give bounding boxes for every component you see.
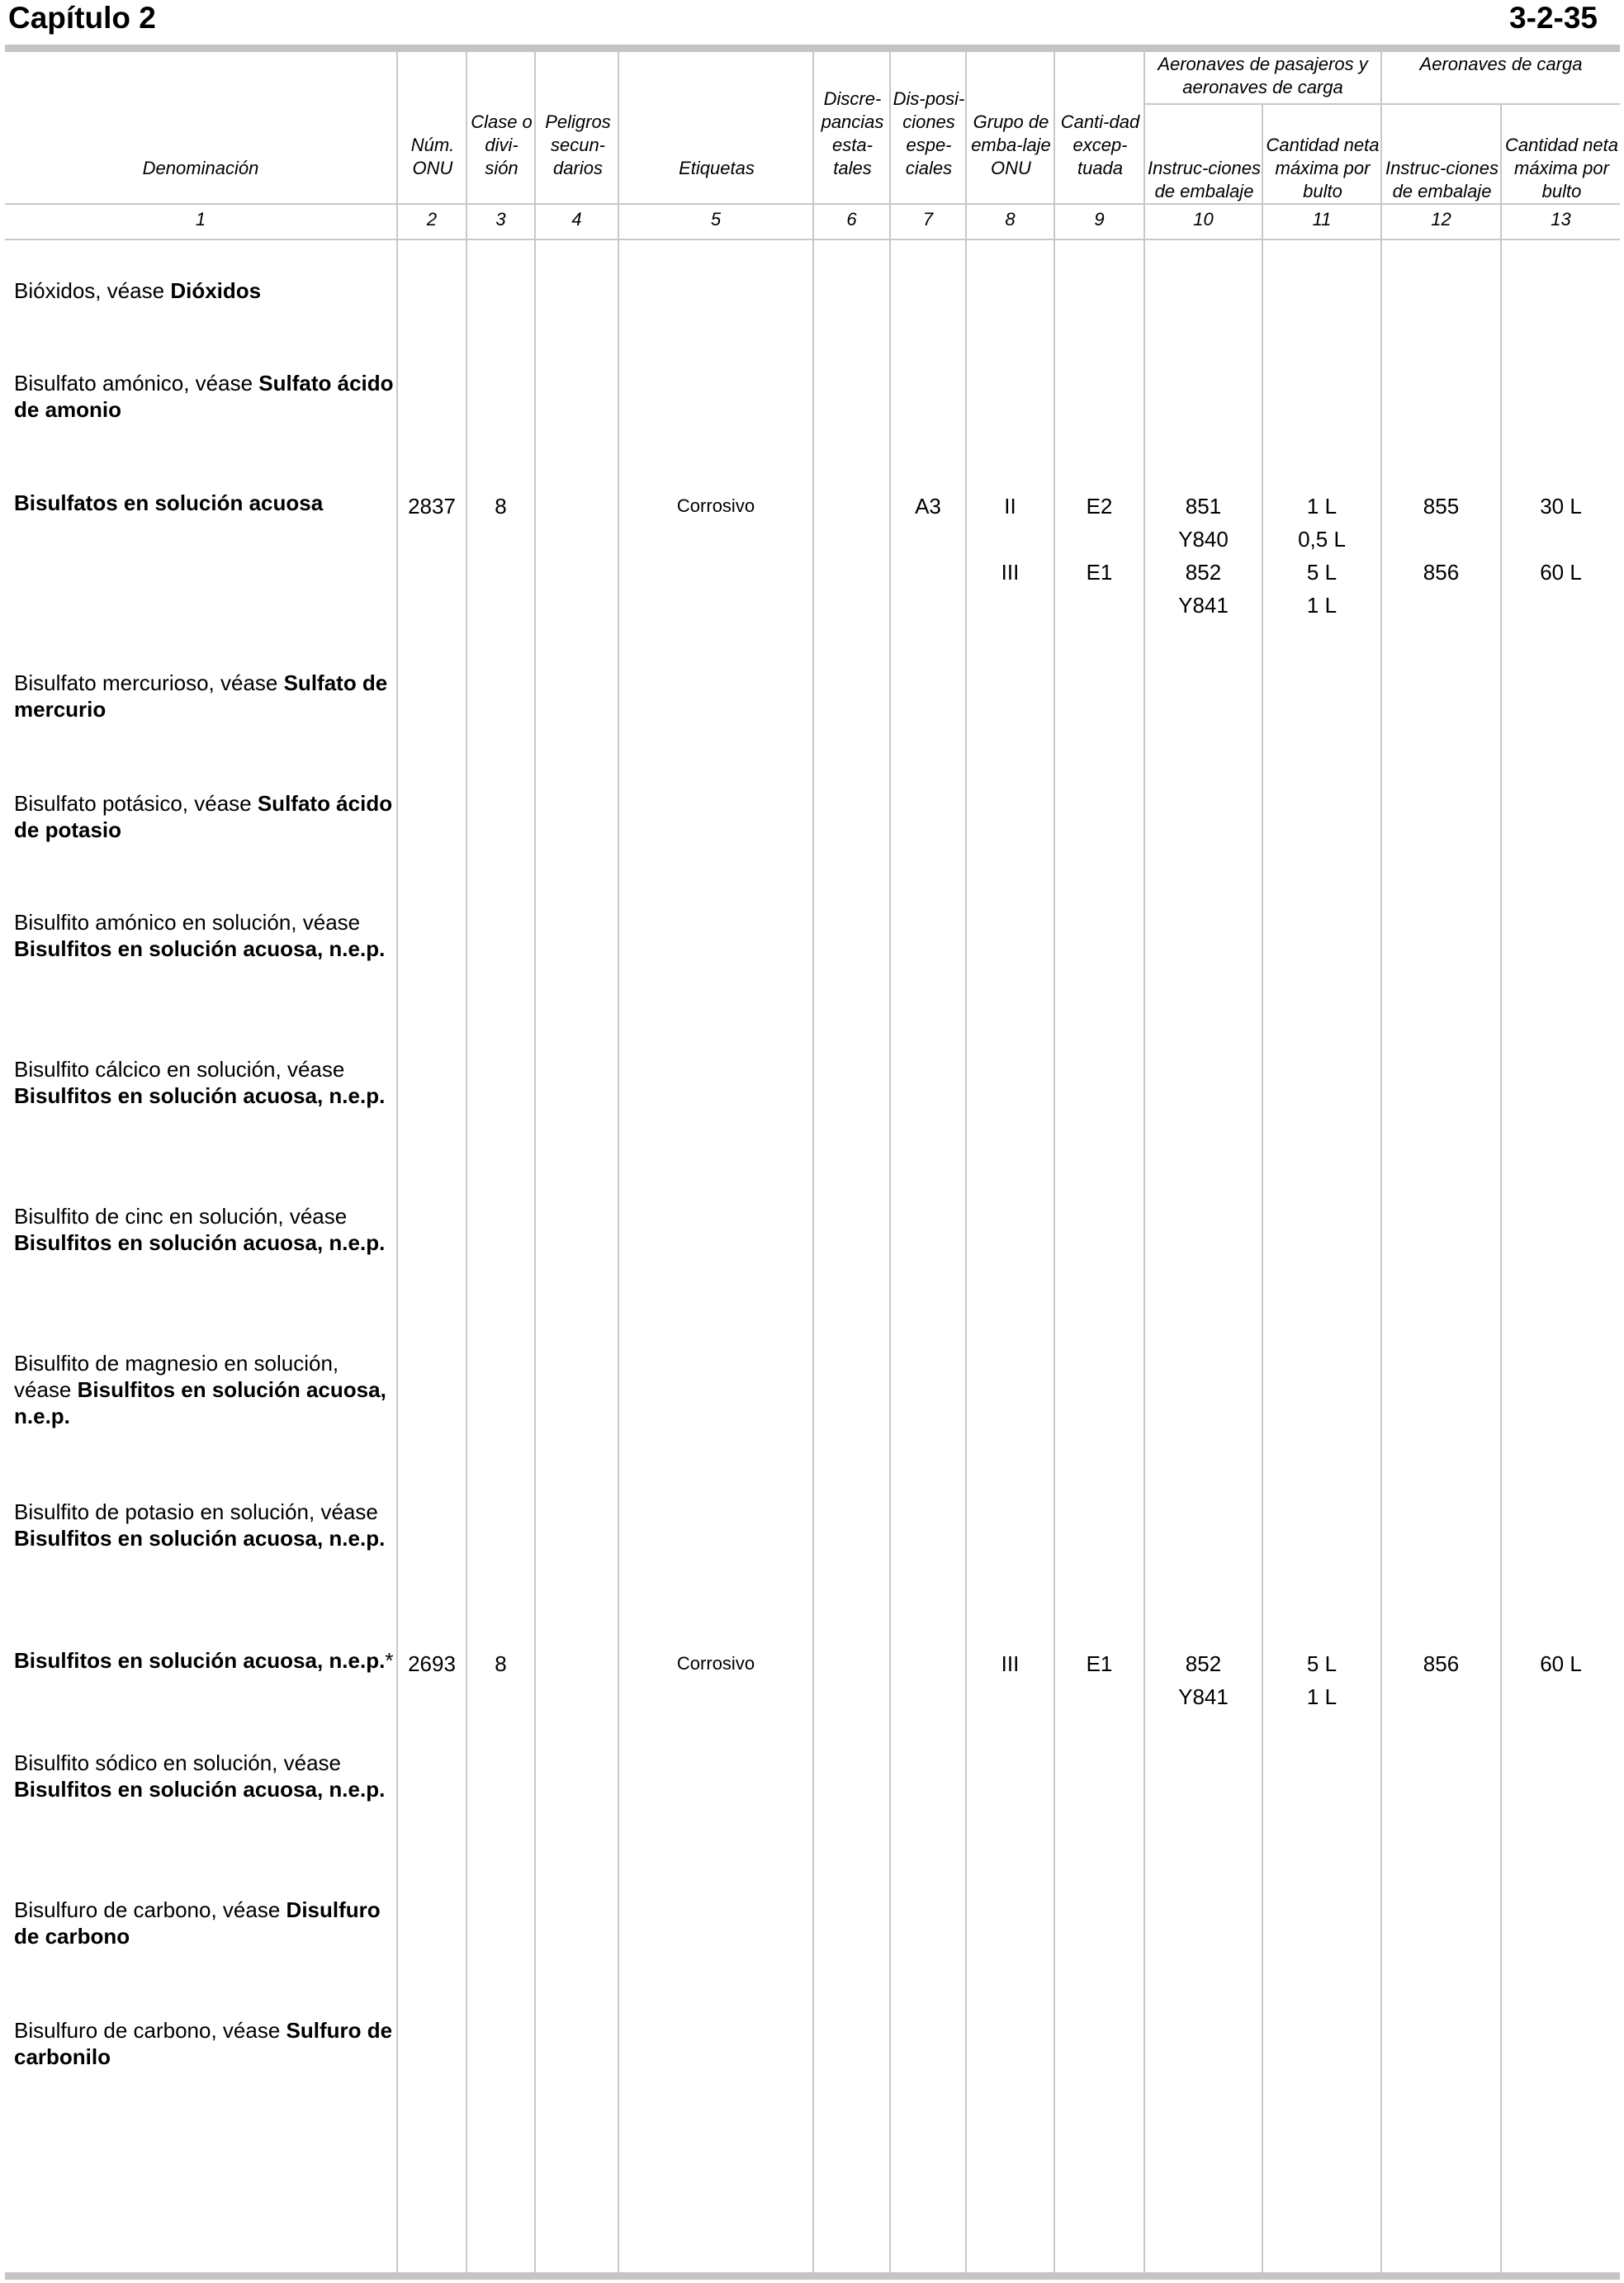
col-number: 12 bbox=[1431, 209, 1451, 230]
group-header-rule bbox=[1143, 103, 1620, 105]
col-header-cao-cantidad: Cantidad neta máxima por bulto bbox=[1505, 135, 1618, 201]
excepted-quantity: E1 bbox=[1086, 1651, 1113, 1676]
list-item: Bisulfato mercurioso, véase Sulfato de mercurio bbox=[14, 670, 388, 722]
col-divider bbox=[618, 52, 619, 2272]
pax-max-quantity: 0,5 L bbox=[1298, 527, 1346, 552]
col-number: 10 bbox=[1193, 209, 1214, 230]
page-header bbox=[8, 0, 1598, 36]
label-value: Corrosivo bbox=[676, 495, 755, 516]
list-item: Bisulfito amónico en solución, véase Bisulfitos en solución acuosa, n.e.p. bbox=[14, 910, 386, 961]
col-header-clase: Clase o divi-sión bbox=[471, 111, 533, 178]
col-header-cantidad-exceptuada: Canti-dad excep-tuada bbox=[1060, 111, 1140, 178]
list-item: Bisulfito sódico en solución, véase Bisulfitos en solución acuosa, n.e.p. bbox=[14, 1750, 386, 1802]
col-header-num-onu: Núm. ONU bbox=[410, 135, 455, 178]
list-item: Bisulfato amónico, véase Sulfato ácido de amonio bbox=[14, 371, 394, 422]
col-number: 6 bbox=[846, 209, 857, 230]
col-header-pax-instrucciones: Instruc-ciones de embalaje bbox=[1148, 158, 1261, 201]
col-divider bbox=[889, 52, 891, 2272]
list-item: Bisulfito de magnesio en solución, véase Bisulfitos en solución acuosa, n.e.p. bbox=[14, 1351, 386, 1428]
excepted-quantity: E1 bbox=[1086, 560, 1113, 585]
col-number: 5 bbox=[710, 209, 722, 230]
excepted-quantity: E2 bbox=[1086, 494, 1113, 519]
col-number: 3 bbox=[495, 209, 506, 230]
page-number: 3-2-35 bbox=[1509, 1, 1598, 35]
col-number: 4 bbox=[571, 209, 582, 230]
class-value: 8 bbox=[495, 494, 507, 519]
col-divider bbox=[1053, 52, 1055, 2272]
pax-packing-instruction: Y841 bbox=[1178, 593, 1229, 618]
list-item: Bisulfito cálcico en solución, véase Bisulfitos en solución acuosa, n.e.p. bbox=[14, 1057, 386, 1108]
chapter-title: Capítulo 2 bbox=[8, 1, 156, 35]
col-number: 2 bbox=[426, 209, 438, 230]
list-item: Bisulfatos en solución acuosa bbox=[14, 490, 324, 515]
pax-packing-instruction: 851 bbox=[1185, 494, 1222, 519]
col-header-disposiciones: Dis-posi-ciones espe-ciales bbox=[892, 88, 965, 178]
class-value: 8 bbox=[495, 1651, 507, 1676]
label-value: Corrosivo bbox=[676, 1653, 755, 1674]
list-item: Bisulfuro de carbono, véase Sulfuro de carbonilo bbox=[14, 2018, 393, 2069]
col-number: 8 bbox=[1005, 209, 1016, 230]
pax-max-quantity: 1 L bbox=[1306, 1684, 1338, 1709]
pax-max-quantity: 1 L bbox=[1306, 593, 1338, 618]
list-item: Bisulfito de cinc en solución, véase Bisulfitos en solución acuosa, n.e.p. bbox=[14, 1204, 386, 1255]
col-header-discrepancias: Discre-pancias esta-tales bbox=[821, 88, 884, 178]
cao-max-quantity: 60 L bbox=[1540, 1651, 1582, 1676]
col-divider bbox=[1500, 105, 1502, 2272]
list-item: Bisulfito de potasio en solución, véase Bisulfitos en solución acuosa, n.e.p. bbox=[14, 1499, 386, 1551]
col-header-cao-instrucciones: Instruc-ciones de embalaje bbox=[1385, 158, 1499, 201]
col-number: 13 bbox=[1551, 209, 1571, 230]
col-divider bbox=[466, 52, 467, 2272]
list-item: Bisulfato potásico, véase Sulfato ácido de potasio bbox=[14, 791, 393, 842]
col-divider bbox=[396, 52, 398, 2272]
col-divider bbox=[534, 52, 536, 2272]
un-number: 2837 bbox=[408, 494, 456, 519]
col-divider bbox=[1380, 52, 1382, 2272]
cao-packing-instruction: 856 bbox=[1423, 1651, 1460, 1676]
list-item: Bisulfitos en solución acuosa, n.e.p.* bbox=[14, 1648, 394, 1673]
col-header-denominacion: Denominación bbox=[142, 158, 259, 178]
col-header-peligros: Peligros secun-darios bbox=[545, 111, 611, 178]
col-header-etiquetas: Etiquetas bbox=[679, 158, 755, 178]
pax-max-quantity: 5 L bbox=[1306, 560, 1338, 585]
special-provision: A3 bbox=[915, 494, 941, 519]
cao-packing-instruction: 855 bbox=[1423, 494, 1460, 519]
packing-group: III bbox=[1001, 560, 1020, 585]
col-header-grupo-embalaje: Grupo de emba-laje ONU bbox=[971, 111, 1051, 178]
packing-group: III bbox=[1001, 1651, 1020, 1676]
col-number: 9 bbox=[1094, 209, 1105, 230]
list-item: Bisulfuro de carbono, véase Disulfuro de carbono bbox=[14, 1897, 381, 1949]
bottom-rule bbox=[5, 2272, 1620, 2280]
col-number: 11 bbox=[1312, 209, 1332, 230]
list-item: Bióxidos, véase Dióxidos bbox=[14, 278, 262, 303]
col-divider bbox=[1262, 105, 1263, 2272]
pax-packing-instruction: 852 bbox=[1185, 1651, 1222, 1676]
packing-group: II bbox=[1004, 494, 1016, 519]
pax-max-quantity: 5 L bbox=[1306, 1651, 1338, 1676]
col-divider bbox=[1143, 52, 1145, 2272]
cao-max-quantity: 30 L bbox=[1540, 494, 1582, 519]
col-divider bbox=[812, 52, 814, 2272]
cao-packing-instruction: 856 bbox=[1423, 560, 1460, 585]
col-number: 7 bbox=[922, 209, 934, 230]
group-header-cargo: Aeronaves de carga bbox=[1419, 54, 1583, 74]
col-number: 1 bbox=[195, 209, 206, 230]
pax-max-quantity: 1 L bbox=[1306, 494, 1338, 519]
un-number: 2693 bbox=[408, 1651, 456, 1676]
group-header-passenger: Aeronaves de pasajeros y aeronaves de carga bbox=[1158, 54, 1368, 97]
colnum-rule bbox=[5, 239, 1620, 240]
col-header-pax-cantidad: Cantidad neta máxima por bulto bbox=[1266, 135, 1380, 201]
pax-packing-instruction: Y841 bbox=[1178, 1684, 1229, 1709]
pax-packing-instruction: 852 bbox=[1185, 560, 1222, 585]
pax-packing-instruction: Y840 bbox=[1178, 527, 1229, 552]
cao-max-quantity: 60 L bbox=[1540, 560, 1582, 585]
col-divider bbox=[965, 52, 967, 2272]
